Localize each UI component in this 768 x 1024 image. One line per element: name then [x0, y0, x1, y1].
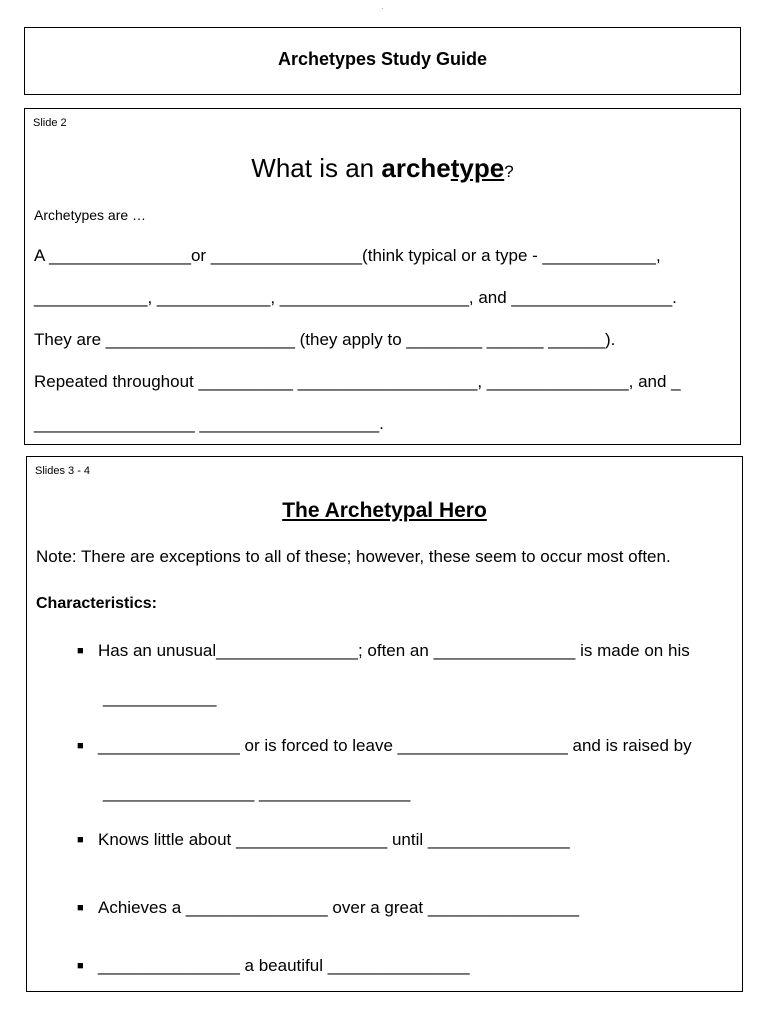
section-title: The Archetypal Hero — [282, 499, 487, 522]
bullet-continuation: ________________ ________________ — [103, 783, 411, 802]
top-mark: · — [381, 4, 384, 13]
bullet-item: Knows little about ________________ until _______________ — [98, 830, 570, 849]
archetype-question-heading — [25, 153, 740, 184]
bullet-square-icon: ■ — [77, 834, 84, 846]
archetypes-intro-line: Archetypes are … — [34, 207, 147, 223]
heading-prefix: What is an — [251, 153, 382, 183]
bullet-item: _______________ or is forced to leave __________________ and is raised by — [98, 736, 692, 755]
heading-suffix: ? — [504, 162, 514, 181]
fill-blank-line: A _______________or ________________(think typical or a type - ____________, — [34, 246, 661, 265]
heading-bold-part1: arche — [381, 153, 451, 183]
bullet-item: Achieves a _______________ over a great ________________ — [98, 898, 580, 917]
title-box — [24, 27, 741, 95]
bullet-item: _______________ a beautiful _______________ — [98, 956, 470, 975]
document-title: Archetypes Study Guide — [277, 49, 488, 69]
heading-bold-part2: type — [450, 153, 505, 183]
fill-blank-line: ____________, ____________, ____________________, and _________________. — [34, 288, 677, 307]
slide-label: Slide 2 — [33, 117, 67, 129]
note-text: Note: There are exceptions to all of these; however, these seem to occur most often. — [36, 547, 671, 566]
slide-label: Slides 3 - 4 — [35, 465, 91, 477]
bullet-item: Has an unusual_______________; often an _______________ is made on his — [98, 641, 690, 660]
bullet-square-icon: ■ — [77, 740, 84, 752]
bullet-square-icon: ■ — [77, 645, 84, 657]
heading-bold — [381, 153, 504, 183]
bullet-square-icon: ■ — [77, 960, 84, 972]
characteristics-label: Characteristics: — [36, 595, 157, 612]
bullet-square-icon: ■ — [77, 902, 84, 914]
slides-3-4-section — [26, 456, 743, 992]
fill-blank-line: Repeated throughout __________ ___________________, _______________, and _ — [34, 372, 681, 391]
fill-blank-line: _________________ ___________________. — [34, 414, 384, 433]
fill-blank-line: They are ____________________ (they apply to ________ ______ ______). — [34, 330, 616, 349]
slide-2-section — [24, 108, 741, 445]
bullet-continuation: ____________ — [103, 688, 217, 707]
